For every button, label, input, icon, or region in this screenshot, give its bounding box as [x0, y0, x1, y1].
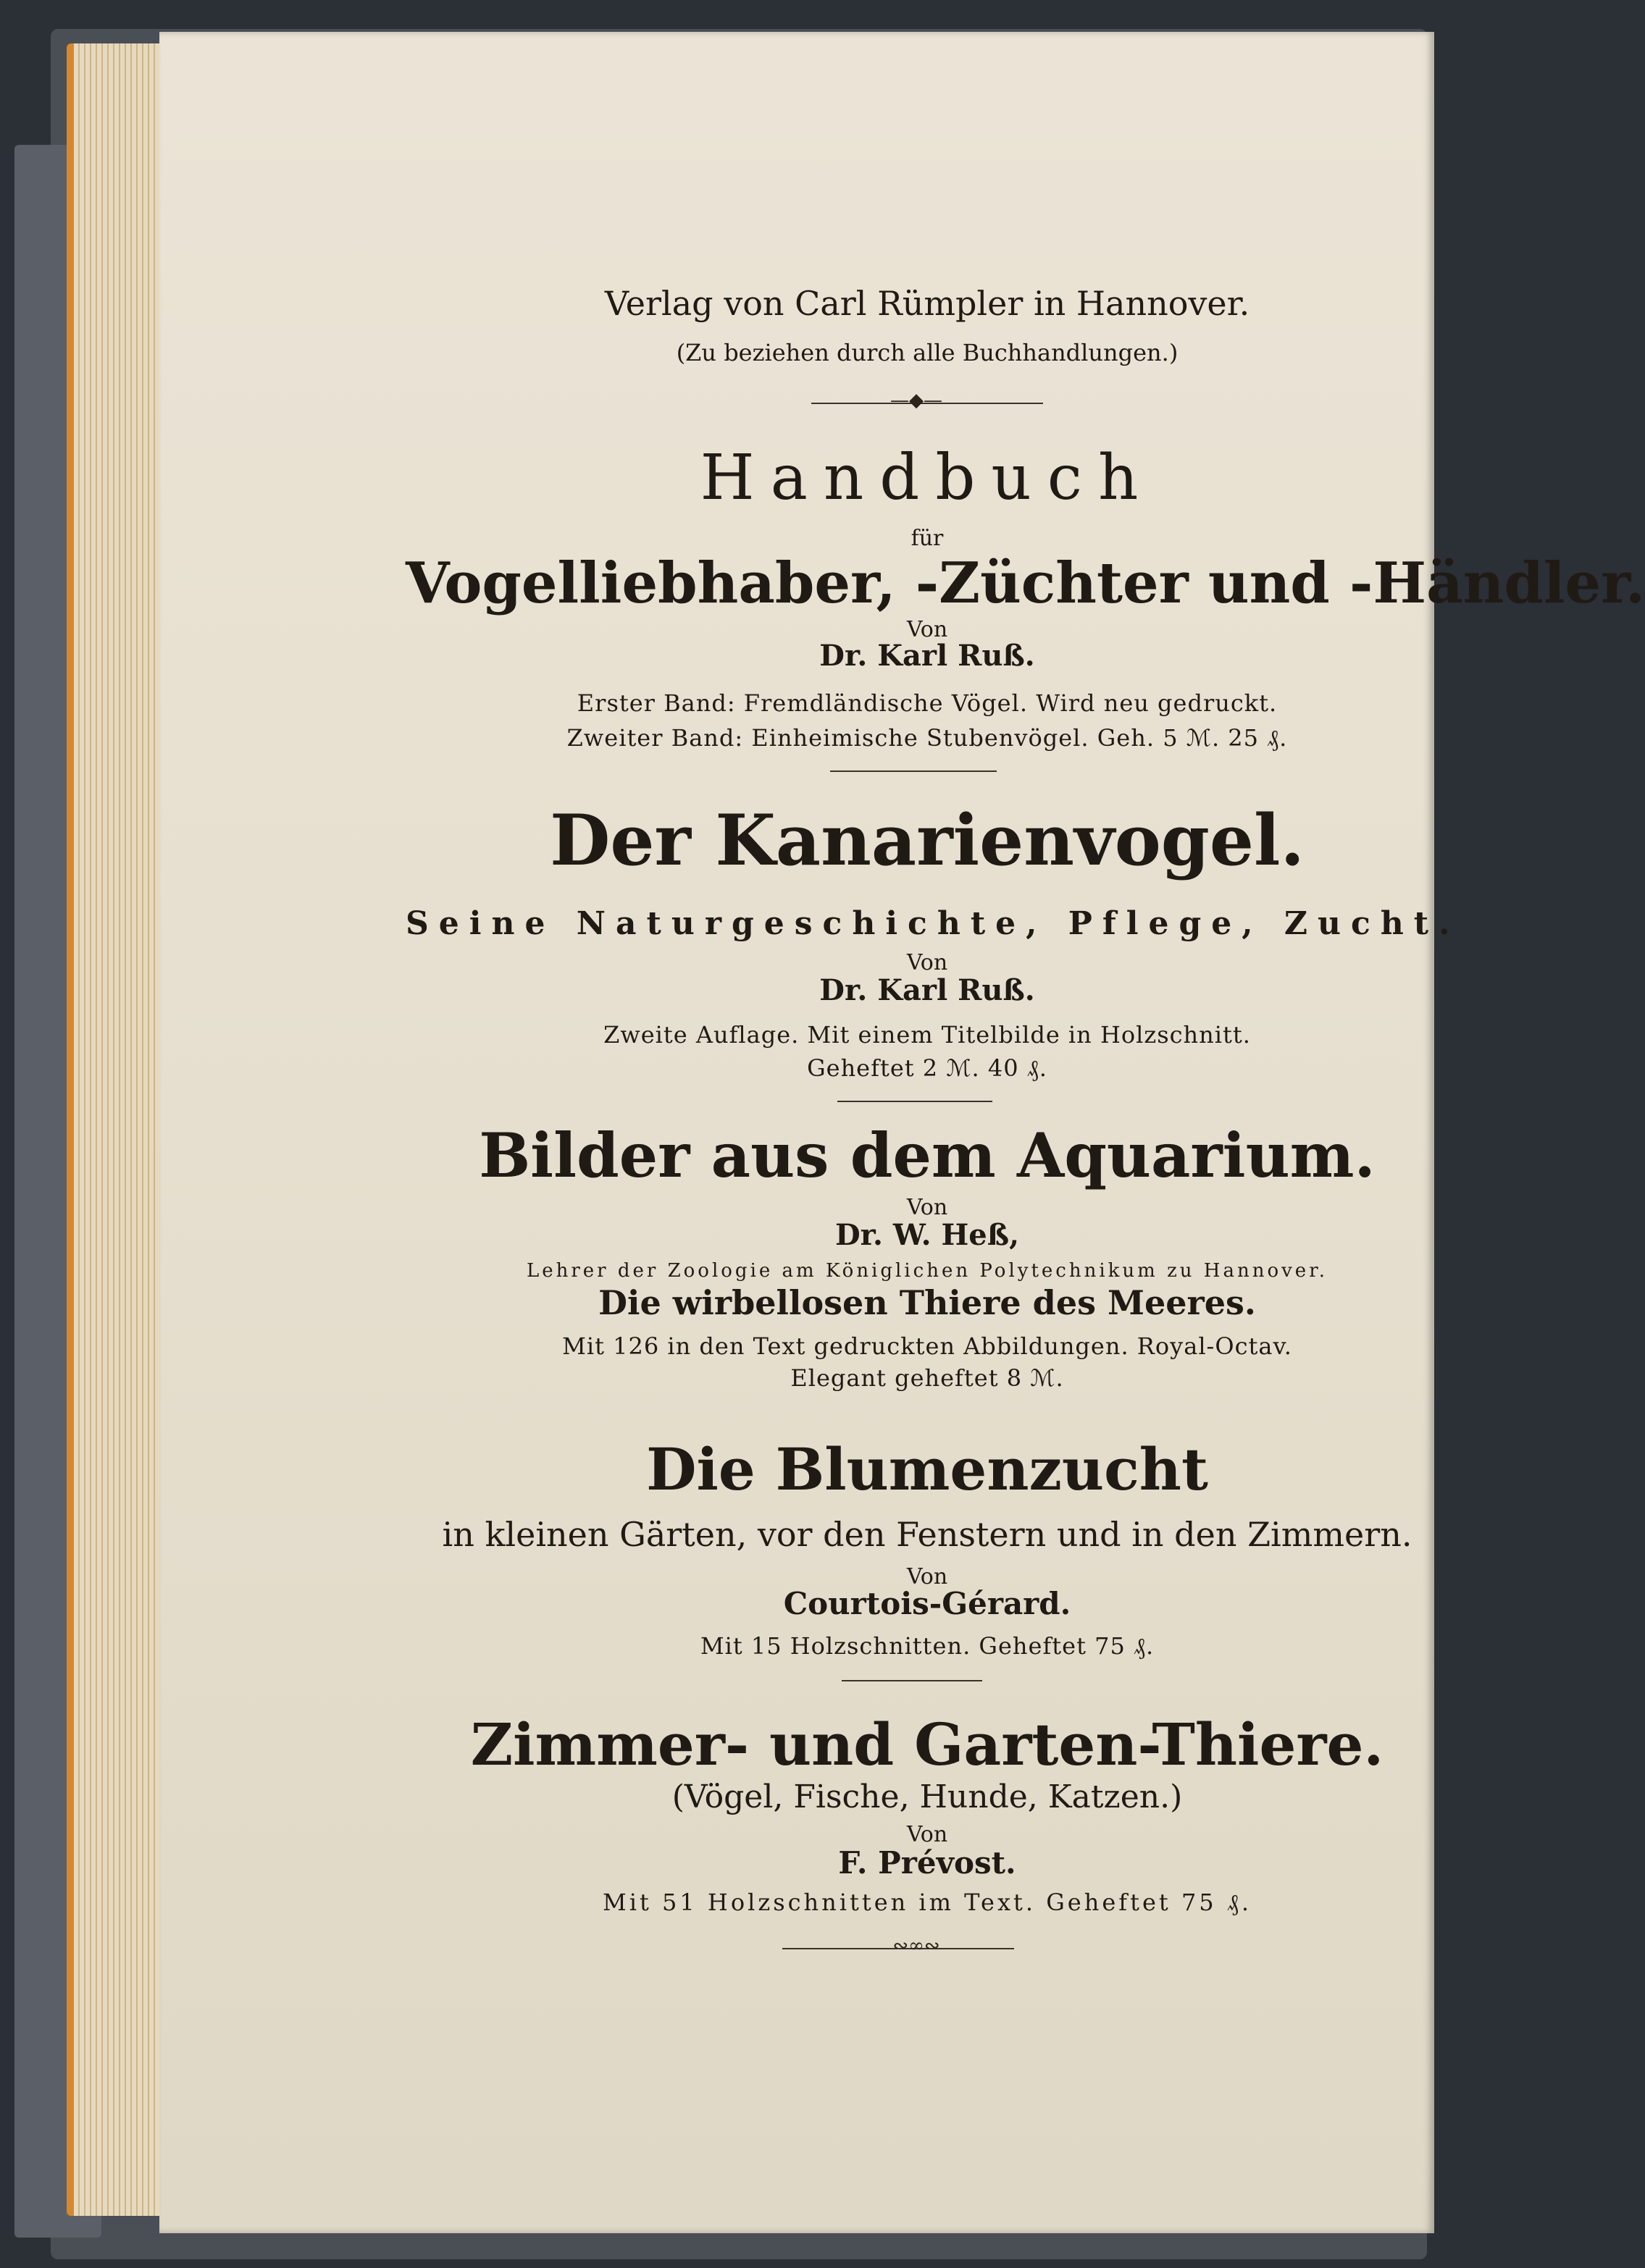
book-3-title: Bilder aus dem Aquarium. — [479, 1120, 1376, 1191]
book-4-author: Courtois-Gérard. — [783, 1586, 1071, 1621]
book-1-von: Von — [906, 617, 948, 642]
book-4-title: Die Blumenzucht — [646, 1435, 1208, 1503]
ornament-divider-top: —◆— — [890, 390, 942, 411]
book-5-line-1: Mit 51 Holzschnitten im Text. Geheftet 75 ₰. — [603, 1889, 1252, 1916]
book-2-von: Von — [906, 950, 948, 975]
book-2-line-2: Geheftet 2 ℳ. 40 ₰. — [807, 1054, 1047, 1082]
book-2-title: Der Kanarienvogel. — [550, 799, 1305, 881]
ornament-divider-bottom: ∾∞∾ — [892, 1935, 940, 1957]
book-1-author: Dr. Karl Ruß. — [819, 639, 1035, 673]
book-3-line-2: Elegant geheftet 8 ℳ. — [790, 1364, 1064, 1392]
divider-rule — [830, 770, 997, 772]
book-1-subtitle: Vogelliebhaber, -Züchter und -Händler. — [406, 550, 1645, 616]
book-2-line-1: Zweite Auflage. Mit einem Titelbilde in Holzschnitt. — [603, 1021, 1251, 1049]
book-1-title: Handbuch — [700, 442, 1155, 514]
book-5-von: Von — [906, 1822, 948, 1847]
distribution-note: (Zu beziehen durch alle Buchhandlungen.) — [676, 339, 1179, 366]
book-3-author: Dr. W. Heß, — [834, 1218, 1020, 1252]
book-4-von: Von — [906, 1564, 948, 1589]
book-3-affiliation: Lehrer der Zoologie am Königlichen Polytechnikum zu Hannover. — [526, 1260, 1328, 1282]
book-5-author: F. Prévost. — [838, 1845, 1016, 1881]
book-1-fuer: für — [911, 526, 944, 551]
book-5-subtitle: (Vögel, Fische, Hunde, Katzen.) — [671, 1778, 1183, 1815]
divider-rule — [842, 1680, 982, 1681]
book-1-line-2: Zweiter Band: Einheimische Stubenvögel. Geh. 5 ℳ. 25 ₰. — [566, 724, 1288, 752]
book-2-subtitle: Seine Naturgeschichte, Pflege, Zucht. — [406, 905, 1460, 942]
book-4-line-1: Mit 15 Holzschnitten. Geheftet 75 ₰. — [700, 1632, 1155, 1660]
book-1-line-1: Erster Band: Fremdländische Vögel. Wird neu gedruckt. — [577, 689, 1278, 717]
divider-rule — [837, 1101, 992, 1102]
book-2-author: Dr. Karl Ruß. — [819, 973, 1035, 1007]
book-3-subtitle: Die wirbellosen Thiere des Meeres. — [598, 1283, 1256, 1322]
book-4-subtitle: in kleinen Gärten, vor den Fenstern und in den Zimmern. — [442, 1515, 1412, 1554]
book-3-von: Von — [906, 1195, 948, 1220]
publisher-line: Verlag von Carl Rümpler in Hannover. — [604, 284, 1250, 323]
book-3-line-1: Mit 126 in den Text gedruckten Abbildungen. Royal-Octav. — [562, 1332, 1292, 1360]
book-5-title: Zimmer- und Garten-Thiere. — [470, 1710, 1384, 1778]
